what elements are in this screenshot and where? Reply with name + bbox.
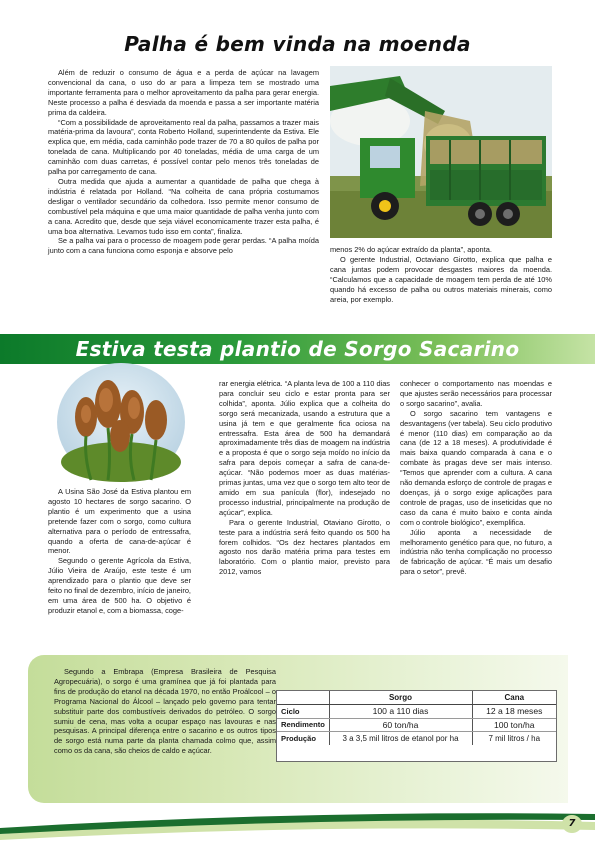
sorghum-illustration bbox=[56, 362, 186, 482]
table-row bbox=[277, 732, 556, 746]
article2-paragraph: rar energia elétrica. “A planta leva de 100 a 110 dias para concluir seu ciclo e estar pronta para ser colhida”, aponta. Júlio explica que a colheita do sorgo será mecanizada, usando a estrutura que a usina já tem e que geralmente fica ociosa na entressafra. Esta área de 500 ha demandará aproximadamente três dias de moagem na indústria e a proposta é que o sorgo seja moído no início da safra para depois começar a safra de cana-de-açúcar. “Não podemos moer as duas matérias-primas juntas, uma vez que o sorgo tem alto teor de amido em sua panícula (flor), indesejado no processo industrial, principalmente na produção de açúcar”, explica. bbox=[219, 379, 390, 517]
table-row-label: Rendimento bbox=[277, 718, 329, 732]
article2-banner bbox=[0, 334, 595, 364]
article2-column-2 bbox=[219, 379, 390, 577]
harvest-truck-illustration bbox=[330, 66, 552, 238]
table-header-cell bbox=[277, 691, 329, 705]
page-number: 7 bbox=[562, 815, 582, 833]
article1-paragraph: menos 2% do açúcar extraído da planta”, aponta. bbox=[330, 245, 492, 254]
article2-column-1 bbox=[48, 487, 191, 616]
sorghum-photo bbox=[56, 362, 186, 482]
table-cell: 7 mil litros / ha bbox=[488, 734, 541, 743]
table-cell: 60 ton/ha bbox=[329, 718, 472, 732]
article2-paragraph: A Usina São José da Estiva plantou em agosto 10 hectares de sorgo sacarino. O plantio é um experimento que a usina pretende fazer com o sorgo, como cultura alternativa para o período de entressafra, quando a oferta de cana-de-açúcar é menor. bbox=[48, 487, 191, 556]
table-row-label: Produção bbox=[277, 732, 329, 746]
sidebar-paragraph: Segundo a Embrapa (Empresa Brasileira de Pesquisa Agropecuária), o sorgo é uma gramínea que já foi plantada para fins de produção do etanol na década 1970, no então Proálcool – o Programa Nacional do Álcool – lançado pelo governo para tentar substituir parte dos combustíveis derivados do petróleo. O sorgo sumiu de cena, mas volta a ocupar espaço nas lavouras e nas pesquisas. A principal diferença entre o sacarino e os outros tipos de sorgo está numa parte da planta chamada colmo que, assim como os da cana, são cheios de caldo e açúcar. bbox=[54, 667, 276, 756]
article1-paragraph: Outra medida que ajuda a aumentar a quantidade de palha que chega à indústria é relatada por Holland. “Na colheita de cana própria costumamos desligar o ventilador secundário da colhedora. Isso permite menor consumo de combustível pela máquina e que uma maior quantidade de palha venha junto com a cana. Acredito que, desde que seja viável economicamente trazer esta palha, é uma boa alternativa. Levamos tudo isso em conta”, finaliza. bbox=[48, 176, 319, 236]
article1-paragraph: “Com a possibilidade de aproveitamento real da palha, passamos a trazer mais matéria-prima da lavoura”, conta Roberto Holland, superintendente da Estiva. Ele explica que, em média, cada caminhão pode trazer de 70 a 80 quilos de palha por tonelada de cana. Multiplicando por 40 toneladas, média de uma carga de um caminhão com duas carretas, é possível contar pelo menos três toneladas de palha por carregamento de cana. bbox=[48, 117, 319, 177]
article1-column-2 bbox=[330, 245, 552, 304]
table-cell: 100 ton/ha bbox=[472, 718, 556, 732]
table-cell: 3 a 3,5 mil litros de etanol por ha bbox=[329, 732, 472, 746]
table-cell: 12 a 18 meses bbox=[472, 705, 556, 719]
table-header-row bbox=[277, 691, 556, 705]
table-row bbox=[277, 718, 556, 732]
table-header-cell: Cana bbox=[472, 691, 556, 705]
article1-title: Palha é bem vinda na moenda bbox=[124, 32, 471, 56]
article2-column-3 bbox=[400, 379, 552, 577]
article2-paragraph: O sorgo sacarino tem vantagens e desvantagens (ver tabela). Seu ciclo produtivo é menor (110 dias) em comparação ao da cana (de 12 a 18 meses). A produtividade é mais baixa quando comparada à cana e o combate às pragas deve ser mais intenso. “Temos que aprender com a cultura. A cana não demanda esforço de controle de pragas e doenças, já o sorgo exige aplicações para controle de pragas, uso de inseticidas que no caso da cana é muito baixo e conta ainda com o controle biológico”, exemplifica. bbox=[400, 408, 553, 527]
table-cell: 100 a 110 dias bbox=[329, 705, 472, 719]
footer-swoosh bbox=[0, 804, 595, 842]
article1-paragraph: Se a palha vai para o processo de moagem pode gerar perdas. “A palha moída junto com a cana funciona como esponja e absorve pelo bbox=[48, 236, 319, 256]
article1-paragraph: Além de reduzir o consumo de água e a perda de açúcar na lavagem convencional da cana, o uso do ar para a limpeza tem se mostrado uma importante ferramenta para o melhor aproveitamento da palha para gerar energia. Neste processo a palha é desviada da moenda e passa a ser importante matéria prima da caldeira. bbox=[48, 68, 319, 117]
table-row-label: Ciclo bbox=[277, 705, 329, 719]
sidebar-text bbox=[54, 667, 276, 756]
article2-title: Estiva testa plantio de Sorgo Sacarino bbox=[75, 337, 520, 361]
table-row bbox=[277, 705, 556, 719]
table-header-cell: Sorgo bbox=[329, 691, 472, 705]
article2-paragraph: Júlio aponta a necessidade de melhoramento genético para que, no futuro, a indústria não tenha complicação no processo de fabricação de açúcar. “É mais um desafio para o setor”, prevê. bbox=[400, 527, 552, 577]
harvest-truck-photo bbox=[330, 66, 552, 238]
article2-paragraph: Para o gerente Industrial, Otaviano Girotto, o teste para a indústria será feito quando os 500 ha forem colhidos. “Os dez hectares plantados em agosto nos darão matéria prima para testes em laboratório. Com o plantio maior, previsto para 2012, vamos bbox=[219, 517, 390, 577]
article2-paragraph: conhecer o comportamento nas moendas e que ajustes serão necessários para processar o sorgo sacarino”, avalia. bbox=[400, 379, 552, 408]
article1-paragraph: O gerente Industrial, Octaviano Girotto, explica que palha e cana juntas podem provocar desgastes maiores da moenda. “Calculamos que a capacidade de moagem tem perda de até 10% quando há excesso de palha ou outros materiais minerais, como areia, por exemplo. bbox=[330, 254, 552, 304]
article2-paragraph: Segundo o gerente Agrícola da Estiva, Júlio Vieira de Araújo, este teste é um aprendizado para o plantio que deve ser feito no final de dezembro, início de janeiro, em uma área de 500 ha. O objetivo é produzir etanol e, com a biomassa, coge- bbox=[48, 556, 191, 615]
comparison-table bbox=[276, 690, 557, 762]
article1-column-1 bbox=[48, 68, 319, 256]
